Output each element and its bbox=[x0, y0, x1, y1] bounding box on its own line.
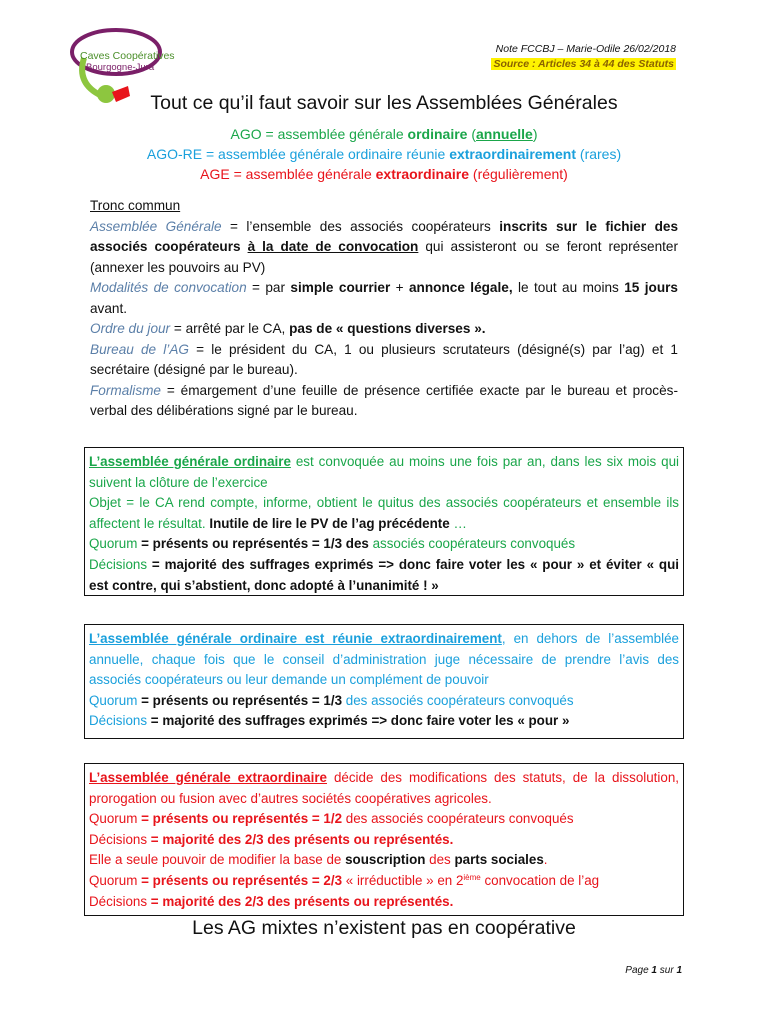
box-ordinary-extra-assembly bbox=[84, 624, 684, 739]
age-power: Elle a seule pouvoir de modifier la base de souscription des parts sociales. bbox=[89, 852, 548, 868]
ago-quorum: Quorum = présents ou représentés = 1/3 des associés coopérateurs convoqués bbox=[89, 536, 576, 552]
ago-purpose: Objet = le CA rend compte, informe, obtient le quitus des associés coopérateurs et ensemble ils affectent le résultat. Inutile de lire le PV de l’ag précédente … bbox=[89, 495, 679, 531]
definition-age: AGE = assemblée générale extraordinaire (régulièrement) bbox=[200, 166, 568, 182]
agore-intro: L’assemblée générale ordinaire est réunie extraordinairement, en dehors de l’assemblée annuelle, chaque fois que le conseil d’administration juge nécessaire de prendre l’avis des associés coopérateurs ou leur demande un complément de pouvoir bbox=[89, 631, 680, 688]
definition-agore: AGO-RE = assemblée générale ordinaire réunie extraordinairement (rares) bbox=[146, 146, 622, 162]
ago-intro: L’assemblée générale ordinaire est convoquée au moins une fois par an, dans les six mois qui suivent la clôture de l’exercice bbox=[89, 454, 679, 490]
convocation-definition: Modalités de convocation = par simple courrier + annonce légale, le tout au moins 15 jours avant. bbox=[90, 280, 678, 316]
common-section bbox=[90, 196, 678, 422]
logo-line-1: Caves Coopératives bbox=[80, 50, 175, 62]
agenda-definition: Ordre du jour = arrêté par le CA, pas de « questions diverses ». bbox=[90, 321, 486, 336]
source-highlight: Source : Articles 34 à 44 des Statuts bbox=[493, 58, 674, 70]
logo-line-2: Bourgogne-Jura bbox=[86, 62, 155, 73]
common-heading: Tronc commun bbox=[90, 198, 181, 213]
age-quorum-2: Quorum = présents ou représentés = 2/3 « irréductible » en 2ième convocation de l’ag bbox=[89, 872, 600, 888]
note-author-date: Note FCCBJ – Marie-Odile 26/02/2018 bbox=[495, 43, 676, 55]
header-note bbox=[491, 42, 676, 72]
formalism-definition: Formalisme = émargement d’une feuille de présence certifiée exacte par le bureau et procès-verbal des délibérations signé par le bureau. bbox=[90, 382, 678, 418]
age-decisions-1: Décisions = majorité des 2/3 des présents ou représentés. bbox=[89, 831, 454, 847]
definition-ago: AGO = assemblée générale ordinaire (annuelle) bbox=[230, 126, 538, 142]
agore-quorum: Quorum = présents ou représentés = 1/3 des associés coopérateurs convoqués bbox=[89, 692, 574, 708]
bureau-definition: Bureau de l’AG = le président du CA, 1 ou plusieurs scrutateurs (désigné(s) par l’ag) et 1 secrétaire (désigné par le bureau). bbox=[90, 341, 678, 377]
logo-text bbox=[80, 51, 180, 73]
ago-decisions: Décisions = majorité des suffrages exprimés => donc faire voter les « pour » et éviter « qui est contre, qui s’abstient, donc adopté à l’unanimité ! » bbox=[89, 556, 679, 593]
box-extraordinary-assembly bbox=[84, 763, 684, 916]
page-number: Page 1 sur 1 bbox=[625, 965, 682, 976]
age-quorum-1: Quorum = présents ou représentés = 1/2 des associés coopérateurs convoqués bbox=[89, 811, 574, 827]
age-decisions-2: Décisions = majorité des 2/3 des présents ou représentés. bbox=[89, 893, 454, 909]
ag-definition: Assemblée Générale = l’ensemble des associés coopérateurs inscrits sur le fichier des associés coopérateurs à la date de convocation qui assisteront ou se feront représenter (annexer les pouvoirs au PV) bbox=[90, 218, 679, 275]
page-title: Tout ce qu’il faut savoir sur les Assemblées Générales bbox=[150, 92, 618, 114]
box-ordinary-assembly bbox=[84, 447, 684, 596]
age-intro: L’assemblée générale extraordinaire décide des modifications des statuts, de la dissolution, prorogation ou fusion avec d’autres sociétés coopératives agricoles. bbox=[89, 770, 679, 806]
footer-statement: Les AG mixtes n’existent pas en coopérative bbox=[192, 917, 576, 939]
agore-decisions: Décisions = majorité des suffrages exprimés => donc faire voter les « pour » bbox=[89, 713, 570, 729]
